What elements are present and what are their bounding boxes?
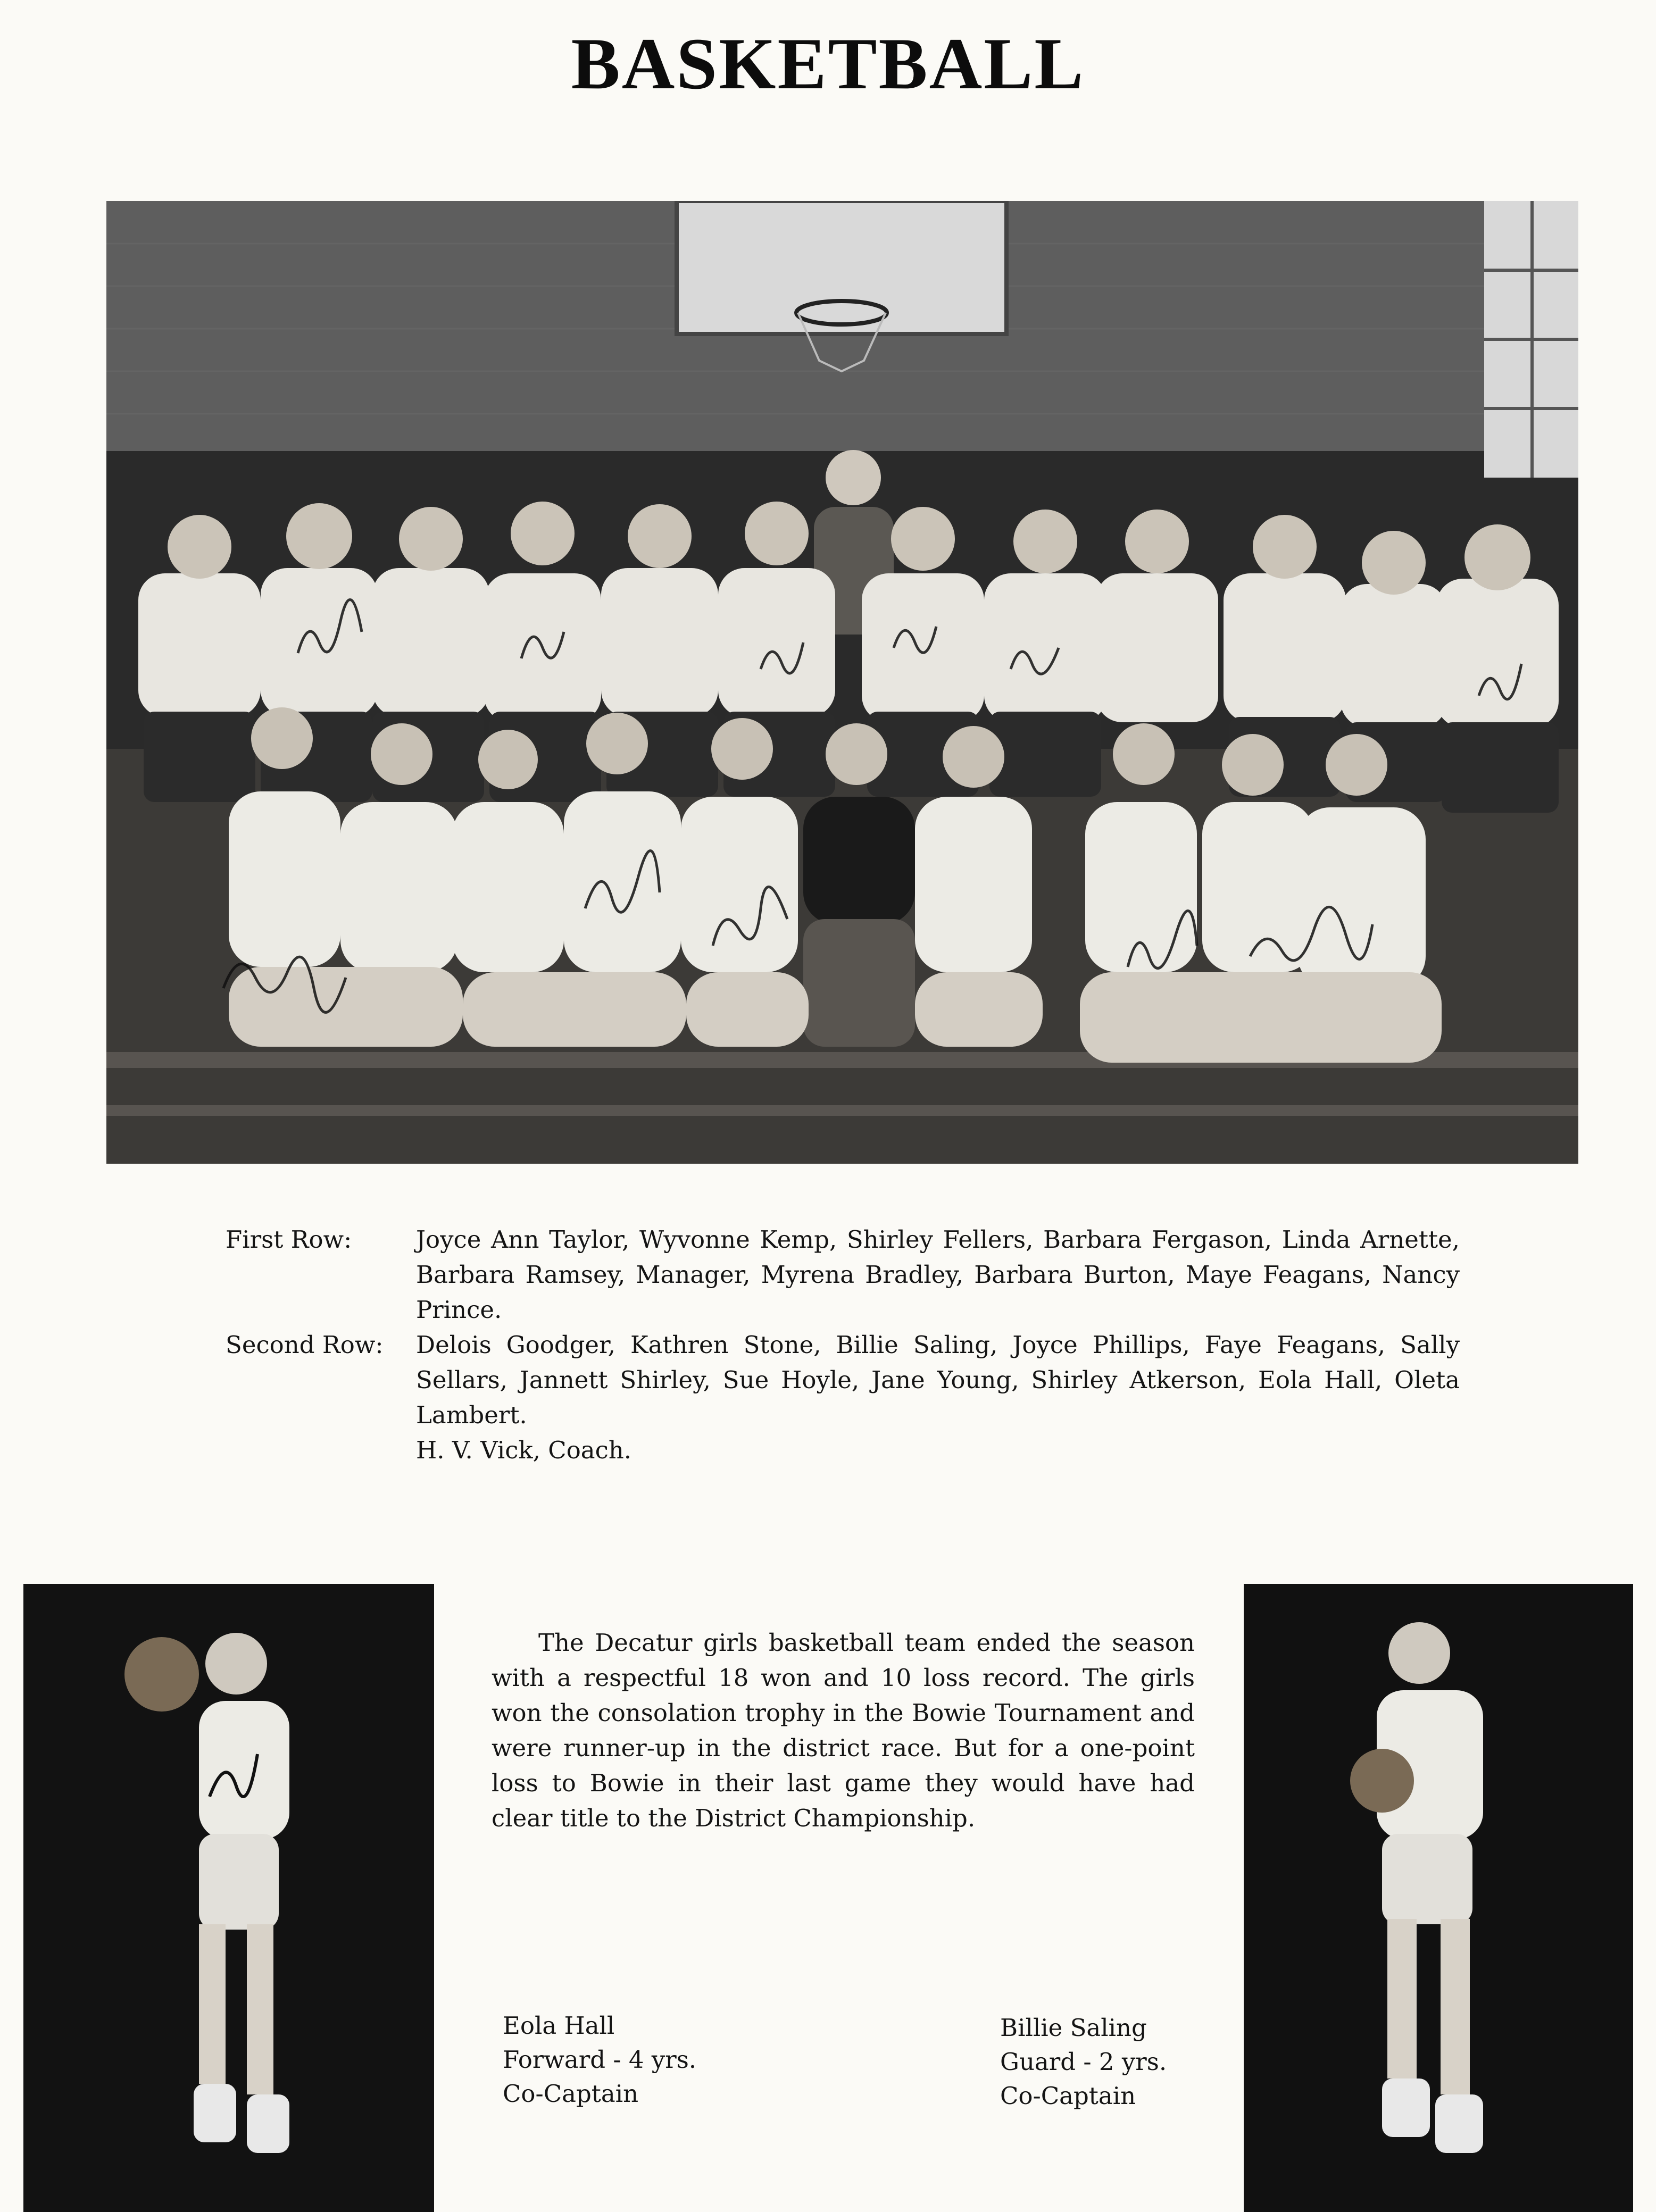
page-title: BASKETBALL [571, 23, 1085, 104]
billie-saling-photo-image [1244, 1584, 1633, 2212]
second-row-names: Delois Goodger, Kathren Stone, Billie Saling, Joyce Phillips, Faye Feagans, Sally Sellars, Jannett Shirley, Sue Hoyle, Jane Young, Shirley Atkerson, Eola Hall, Oleta Lambert. [416, 1331, 1460, 1429]
team-photo [106, 201, 1578, 1164]
season-summary: The Decatur girls basketball team ended the season with a respectful 18 won and 10 loss record. The girls won the consolation trophy in the Bowie Tournament and were runner-up in the district race. But for a one-point loss to Bowie in their last game they would have had clear title to the District Championship. [492, 1629, 1195, 1832]
second-row-label: Second Row: [226, 1331, 384, 1359]
eola-hall-photo-image [23, 1584, 434, 2212]
eola-hall-photo [23, 1584, 434, 2212]
billie-saling-caption [1000, 2011, 1167, 2113]
billie-saling-name: Billie Saling [1000, 2014, 1147, 2042]
eola-hall-role: Co-Captain [503, 2080, 639, 2108]
eola-hall-position: Forward - 4 yrs. [503, 2046, 697, 2074]
first-row-label: First Row: [226, 1225, 352, 1254]
eola-hall-name: Eola Hall [503, 2011, 615, 2040]
eola-hall-caption [503, 2009, 696, 2111]
first-row-names: Joyce Ann Taylor, Wyvonne Kemp, Shirley Fellers, Barbara Fergason, Linda Arnette, Barbara Ramsey, Manager, Myrena Bradley, Barbara Burton, Maye Feagans, Nancy Prince. [416, 1225, 1460, 1324]
team-photo-image [106, 201, 1578, 1164]
coach-credit: H. V. Vick, Coach. [416, 1436, 632, 1464]
billie-saling-position: Guard - 2 yrs. [1000, 2048, 1167, 2076]
billie-saling-photo [1244, 1584, 1633, 2212]
billie-saling-role: Co-Captain [1000, 2082, 1136, 2110]
